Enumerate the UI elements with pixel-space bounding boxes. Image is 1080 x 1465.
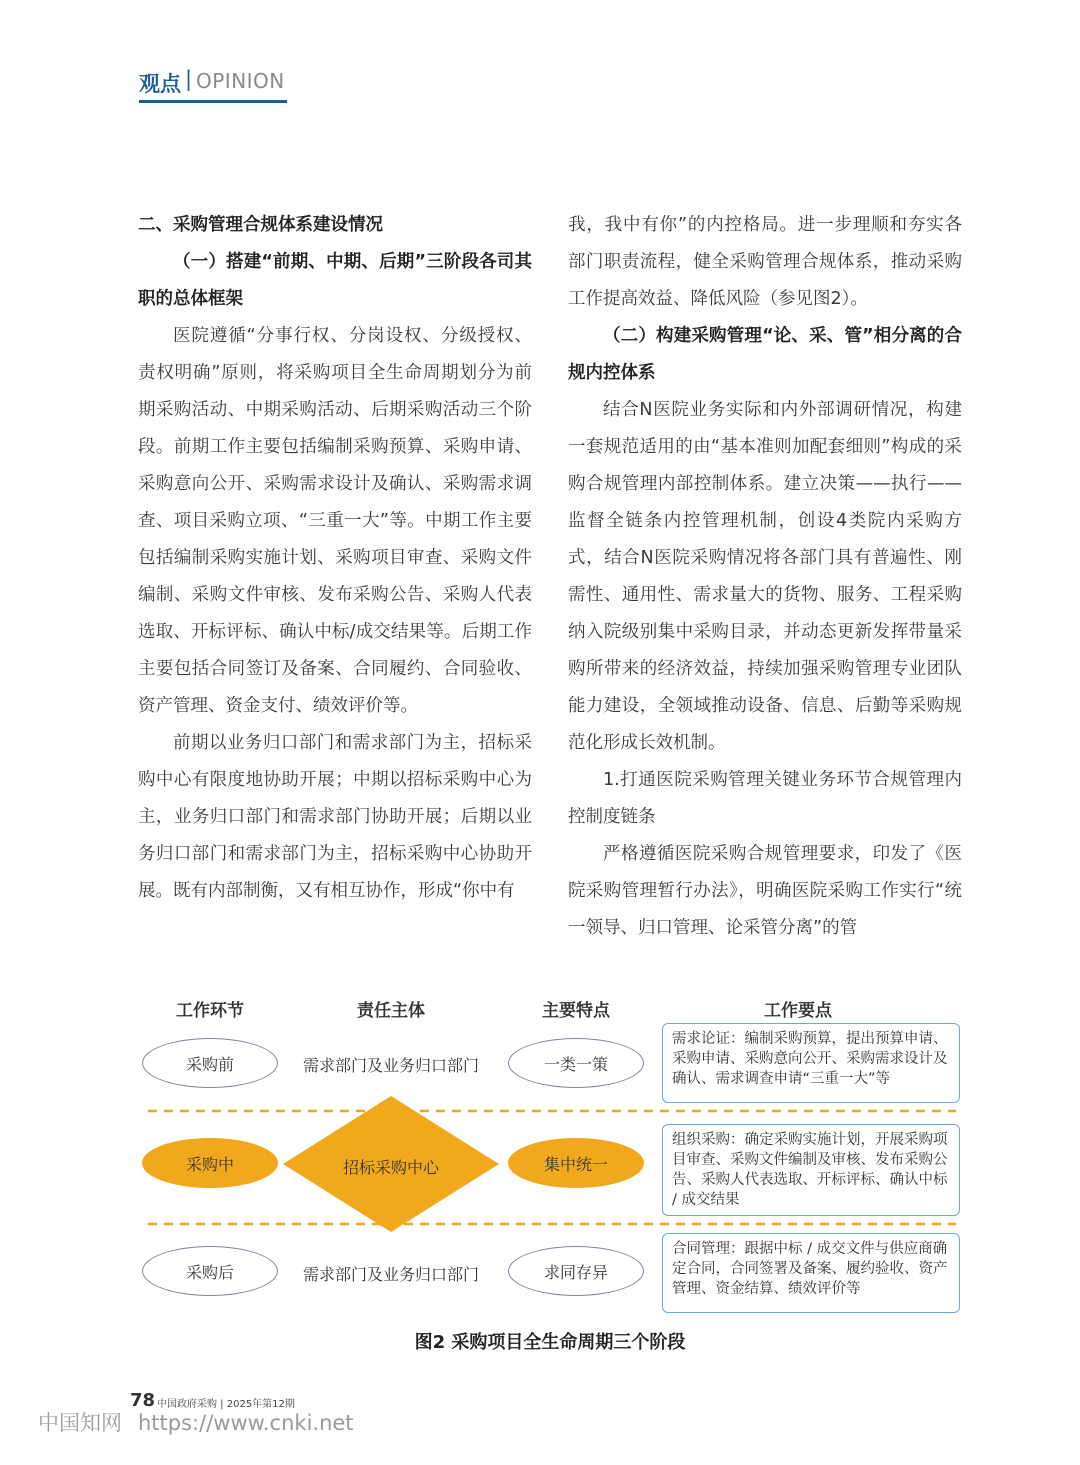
feature-oval-before: 一类一策 xyxy=(508,1038,644,1088)
responsible-label-during: 招标采购中心 xyxy=(342,1158,440,1177)
work-points-box-during: 组织采购：确定采购实施计划，开展采购项目审查、采购文件编制及审核、发布采购公告、采购人代表选取、开标评标、确认中标 / 成交结果 xyxy=(662,1124,960,1216)
figure-caption: 图2 采购项目全生命周期三个阶段 xyxy=(414,1332,686,1353)
feature-oval-during: 集中统一 xyxy=(508,1138,644,1188)
figure-2-diagram xyxy=(138,990,962,1360)
body-paragraph: 严格遵循医院采购合规管理要求，印发了《医院采购管理暂行办法》，明确医院采购工作实行“统一领导、归口管理、论采管分离”的管 xyxy=(568,844,962,938)
stage-oval-during: 采购中 xyxy=(142,1138,278,1188)
subsection-heading: （一）搭建“前期、中期、后期”三阶段各司其职的总体框架 xyxy=(138,252,532,309)
responsible-label-before: 需求部门及业务归口部门 xyxy=(302,1056,480,1075)
body-paragraph: 前期以业务归口部门和需求部门为主，招标采购中心有限度地协助开展；中期以招标采购中心为主，业务归口部门和需求部门协助开展；后期以业务归口部门和需求部门为主，招标采购中心协助开展。既有内部制衡，又有相互协作，形成“你中有 xyxy=(138,733,532,901)
section-separator: | xyxy=(185,67,193,91)
column-header-stage: 工作环节 xyxy=(176,1001,244,1021)
watermark xyxy=(38,1407,354,1437)
publication-info: 中国政府采购 | 2025年第12期 xyxy=(157,1399,295,1410)
watermark-site-name: 中国知网 xyxy=(38,1411,122,1435)
work-points-box-after: 合同管理：跟据中标 / 成交文件与供应商确定合同，合同签署及备案、履约验收、资产管理、资金结算、绩效评价等 xyxy=(662,1233,960,1313)
section-label-cn: 观点 xyxy=(139,72,181,96)
section-heading: 二、采购管理合规体系建设情况 xyxy=(138,215,383,235)
column-header-points: 工作要点 xyxy=(764,1001,832,1021)
body-paragraph: 1.打通医院采购管理关键业务环节合规管理内控制度链条 xyxy=(568,770,962,827)
subsection-heading: （二）构建采购管理“论、采、管”相分离的合规内控体系 xyxy=(568,326,962,383)
responsible-label-after: 需求部门及业务归口部门 xyxy=(302,1265,480,1284)
page-number: 78 xyxy=(130,1390,156,1411)
stage-oval-after: 采购后 xyxy=(142,1246,278,1296)
column-header-responsible: 责任主体 xyxy=(357,1001,425,1021)
body-paragraph: 医院遵循“分事行权、分岗设权、分级授权、责权明确”原则，将采购项目全生命周期划分为前期采购活动、中期采购活动、后期采购活动三个阶段。前期工作主要包括编制采购预算、采购申请、采购意向公开、采购需求设计及确认、采购需求调查、项目采购立项、“三重一大”等。中期工作主要包括编制采购实施计划、采购项目审查、采购文件编制、采购文件审核、发布采购公告、采购人代表选取、开标评标、确认中标/成交结果等。后期工作主要包括合同签订及备案、合同履约、合同验收、资产管理、资金支付、绩效评价等。 xyxy=(138,326,532,716)
section-label-en: OPINION xyxy=(196,69,285,93)
body-paragraph-continuation: 我，我中有你”的内控格局。进一步理顺和夯实各部门职责流程，健全采购管理合规体系，推动采购工作提高效益、降低风险（参见图2）。 xyxy=(568,215,962,309)
right-column xyxy=(568,207,962,947)
column-header-feature: 主要特点 xyxy=(542,1001,610,1021)
watermark-url[interactable]: https://www.cnki.net xyxy=(138,1411,354,1435)
stage-oval-before: 采购前 xyxy=(142,1038,278,1088)
work-points-box-before: 需求论证：编制采购预算，提出预算申请、采购申请、采购意向公开、采购需求设计及确认、需求调查申请“三重一大”等 xyxy=(662,1023,960,1103)
feature-oval-after: 求同存异 xyxy=(508,1246,644,1296)
section-header xyxy=(139,64,287,103)
body-paragraph: 结合N医院业务实际和内外部调研情况，构建一套规范适用的由“基本准则加配套细则”构成的采购合规管理内部控制体系。建立决策——执行——监督全链条内控管理机制，创设4类院内采购方式，结合N医院采购情况将各部门具有普遍性、刚需性、通用性、需求量大的货物、服务、工程采购纳入院级别集中采购目录，并动态更新发挥带量采购所带来的经济效益，持续加强采购管理专业团队能力建设，全领域推动设备、信息、后勤等采购规范化形成长效机制。 xyxy=(568,400,962,753)
left-column xyxy=(138,207,532,910)
